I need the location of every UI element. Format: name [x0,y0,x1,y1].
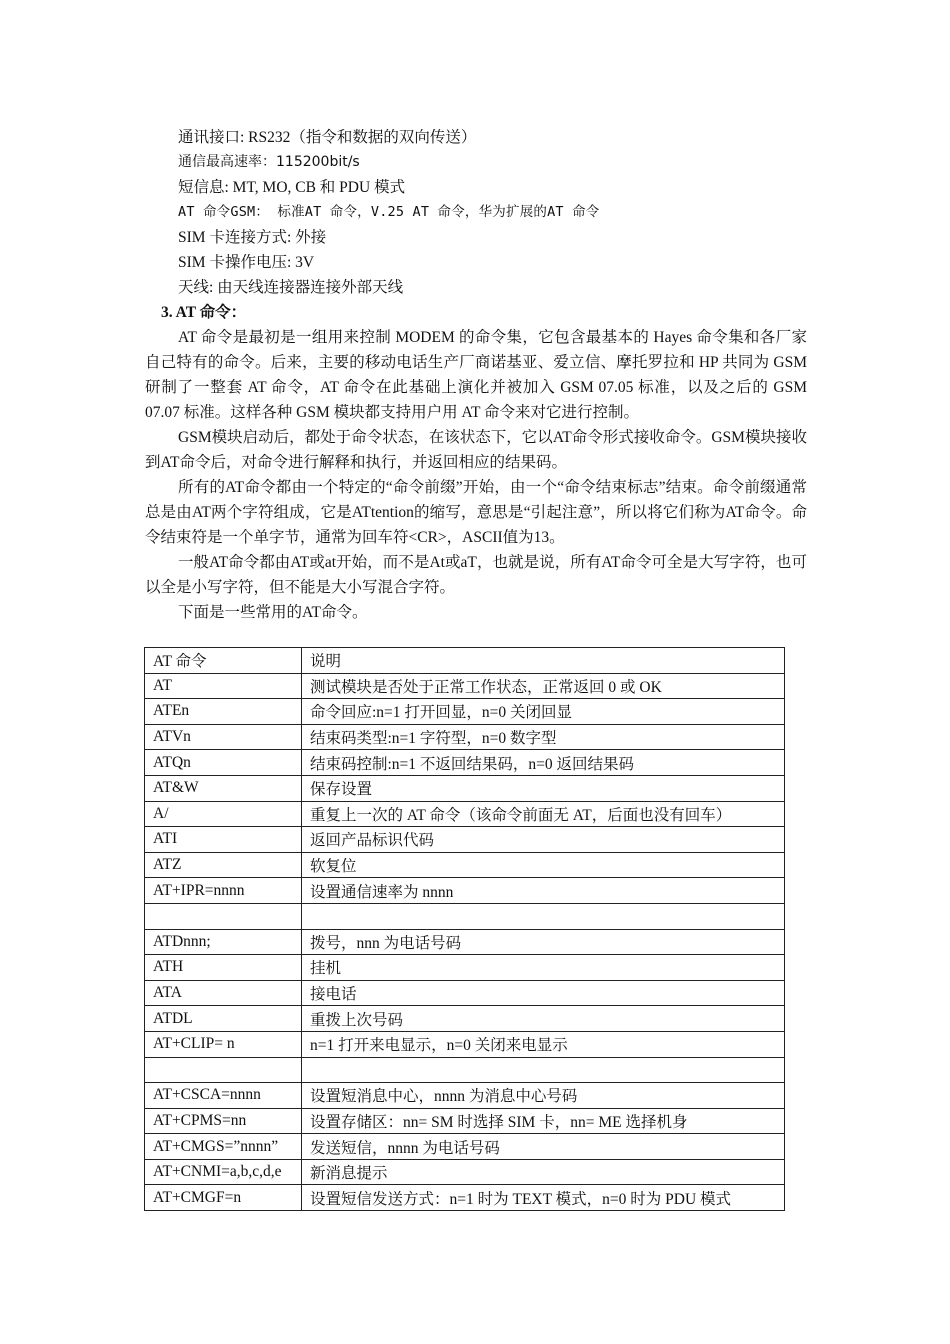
table-row [145,1006,785,1032]
spec-sim-voltage: SIM 卡操作电压: 3V [178,254,315,271]
description-cell: n=1 打开来电显示，n=0 关闭来电显示 [302,1031,785,1057]
paragraph-case: 一般AT命令都由AT或at开始，而不是At或aT，也就是说，所有AT命令可全是大写字符，也可以全是小写字符，但不能是大小写混合字符。 [145,554,807,596]
command-cell [145,903,302,929]
spec-interface: 通讯接口: RS232（指令和数据的双向传送） [178,129,477,146]
description-cell: 命令回应:n=1 打开回显，n=0 关闭回显 [302,699,785,725]
command-cell: ATEn [145,699,302,725]
spec-sms-modes: 短信息: MT, MO, CB 和 PDU 模式 [178,179,406,196]
spec-at-commands: AT 命令GSM： 标准AT 命令，V.25 AT 命令，华为扩展的AT 命令 [178,204,600,220]
command-cell: ATDL [145,1006,302,1032]
spec-sim-connection: SIM 卡连接方式: 外接 [178,229,327,246]
command-cell: AT+CLIP= n [145,1031,302,1057]
description-cell: 重拨上次号码 [302,1006,785,1032]
table-row [145,699,785,725]
description-cell: 返回产品标识代码 [302,827,785,853]
description-cell [302,1057,785,1083]
header-command: AT 命令 [145,648,302,674]
description-cell: 重复上一次的 AT 命令（该命令前面无 AT，后面也没有回车） [302,801,785,827]
table-row [145,878,785,904]
table-row [145,801,785,827]
spec-antenna: 天线: 由天线连接器连接外部天线 [178,279,404,296]
command-cell: ATI [145,827,302,853]
paragraph-intro: AT 命令是最初是一组用来控制 MODEM 的命令集，它包含最基本的 Hayes 命令集和各厂家自己特有的命令。后来，主要的移动电话生产厂商诺基亚、爱立信、摩托罗拉和 HP 共同为 GSM 研制了一整套 AT 命令，AT 命令在此基础上演化并被加入 GSM 07.05 标准，以及之后的 GSM 07.07 标准。这样各种 GSM 模块都支持用户用 AT 命令来对它进行控制。 [145,329,807,421]
command-cell: AT&W [145,775,302,801]
paragraph-list-intro: 下面是一些常用的AT命令。 [178,604,368,621]
description-cell: 设置存储区：nn= SM 时选择 SIM 卡，nn= ME 选择机身 [302,1108,785,1134]
command-cell [145,1057,302,1083]
paragraph-prefix: 所有的AT命令都由一个特定的“命令前缀”开始，由一个“命令结束标志”结束。命令前缀通常总是由AT两个字符组成，它是ATtention的缩写，意思是“引起注意”，所以将它们称为AT命令。命令结束符是一个单字节，通常为回车符<CR>，ASCII值为13。 [145,479,807,546]
command-cell: ATDnnn; [145,929,302,955]
description-cell: 设置短消息中心，nnnn 为消息中心号码 [302,1083,785,1109]
command-cell: ATZ [145,852,302,878]
description-cell: 软复位 [302,852,785,878]
description-cell: 挂机 [302,955,785,981]
command-cell: AT+IPR=nnnn [145,878,302,904]
at-command-table [144,647,785,1211]
command-cell: ATA [145,980,302,1006]
description-cell: 拨号，nnn 为电话号码 [302,929,785,955]
table-row [145,827,785,853]
command-cell: A/ [145,801,302,827]
table-row [145,980,785,1006]
table-row [145,1083,785,1109]
table-row [145,1159,785,1185]
table-row [145,929,785,955]
description-cell: 结束码类型:n=1 字符型，n=0 数字型 [302,724,785,750]
command-cell: ATQn [145,750,302,776]
paragraph-gsm-module: GSM模块启动后，都处于命令状态，在该状态下，它以AT命令形式接收命令。GSM模块接收到AT命令后，对命令进行解释和执行，并返回相应的结果码。 [145,429,807,471]
description-cell: 结束码控制:n=1 不返回结果码，n=0 返回结果码 [302,750,785,776]
table-header-row [145,648,785,674]
table-row-empty [145,903,785,929]
table-row [145,775,785,801]
description-cell: 设置通信速率为 nnnn [302,878,785,904]
command-cell: ATH [145,955,302,981]
command-cell: AT+CSCA=nnnn [145,1083,302,1109]
table-row [145,750,785,776]
table-row [145,1031,785,1057]
table-row [145,724,785,750]
command-cell: ATVn [145,724,302,750]
description-cell: 测试模块是否处于正常工作状态，正常返回 0 或 OK [302,673,785,699]
table-row [145,852,785,878]
command-cell: AT+CMGF=n [145,1185,302,1211]
description-cell: 保存设置 [302,775,785,801]
command-cell: AT+CPMS=nn [145,1108,302,1134]
command-cell: AT+CNMI=a,b,c,d,e [145,1159,302,1185]
table-row [145,1134,785,1160]
spec-baud-rate: 通信最高速率：115200bit/s [178,154,360,170]
table-row [145,673,785,699]
table-row-empty [145,1057,785,1083]
table-row [145,955,785,981]
description-cell: 设置短信发送方式：n=1 时为 TEXT 模式，n=0 时为 PDU 模式 [302,1185,785,1211]
description-cell: 发送短信，nnnn 为电话号码 [302,1134,785,1160]
table-row [145,1108,785,1134]
header-description: 说明 [302,648,785,674]
command-cell: AT [145,673,302,699]
command-cell: AT+CMGS=”nnnn” [145,1134,302,1160]
description-cell: 新消息提示 [302,1159,785,1185]
table-row [145,1185,785,1211]
section-heading: 3. AT 命令： [161,304,247,321]
description-cell: 接电话 [302,980,785,1006]
description-cell [302,903,785,929]
